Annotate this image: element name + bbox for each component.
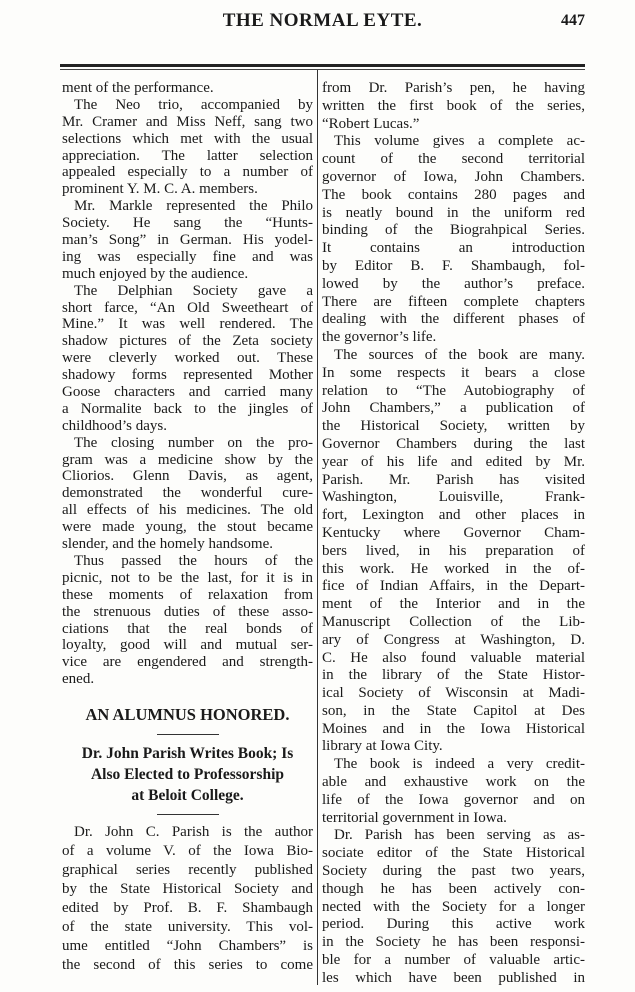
text-line: The closing number on the pro- bbox=[74, 434, 313, 451]
text-line: sociate editor of the State Historical bbox=[322, 845, 585, 862]
text-line: period. During this active work bbox=[322, 916, 585, 933]
sub-heading-line: Also Elected to Professorship bbox=[90, 766, 285, 784]
text-line: of a volume V. of the Iowa Bio- bbox=[62, 843, 313, 860]
text-line: “Robert Lucas.” bbox=[322, 115, 420, 132]
text-line: by Editor B. F. Shambaugh, fol- bbox=[322, 257, 585, 274]
text-line: ciations that the real bonds of bbox=[62, 620, 313, 637]
text-line: Society during the past two years, bbox=[322, 863, 585, 880]
text-line: ened. bbox=[62, 671, 95, 688]
text-line: shadow pictures of the Zeta society bbox=[62, 333, 313, 350]
column-divider bbox=[317, 70, 318, 985]
text-line: appreciation. The latter selection bbox=[62, 147, 313, 164]
text-line: the Historical Society, written by bbox=[322, 418, 585, 435]
page-number: 447 bbox=[561, 12, 585, 29]
text-line: ment of the performance. bbox=[62, 80, 214, 96]
text-line: the governor’s life. bbox=[322, 329, 437, 346]
text-line: ical Society of Wisconsin at Madi- bbox=[322, 685, 585, 702]
text-line: Mr. Cramer and Miss Neff, sang two bbox=[62, 113, 313, 130]
text-line: ment of the Interior and in the bbox=[322, 596, 585, 613]
text-line: ume entitled “John Chambers” is bbox=[62, 938, 313, 955]
sub-heading-line: at Beloit College. bbox=[131, 787, 244, 805]
text-line: childhood’s days. bbox=[62, 417, 167, 434]
right-column bbox=[322, 80, 585, 988]
text-line: in the Society he has been responsi- bbox=[322, 934, 585, 951]
text-line: ing was especially fine and was bbox=[62, 248, 313, 265]
text-line: Goose characters and carried many bbox=[62, 384, 313, 401]
text-line: loyalty, good will and mutual ser- bbox=[62, 637, 313, 654]
text-line: Mr. Markle represented the Philo bbox=[74, 198, 313, 215]
text-line: library at Iowa City. bbox=[322, 738, 443, 755]
paragraph bbox=[62, 198, 313, 282]
text-line: Cliorios. Glenn Davis, as agent, bbox=[62, 468, 313, 485]
text-line: in the library of the State Histor- bbox=[322, 667, 585, 684]
text-line: much enjoyed by the audience. bbox=[62, 265, 249, 282]
text-line: Society. He sang the “Hunts- bbox=[62, 215, 313, 232]
text-line: territorial government in Iowa. bbox=[322, 809, 507, 826]
left-column bbox=[62, 80, 313, 975]
text-line: Governor Chambers during the last bbox=[322, 435, 585, 452]
text-line: The book is indeed a very credit- bbox=[334, 756, 585, 773]
text-line: selections which met with the usual bbox=[62, 130, 313, 147]
paragraph bbox=[62, 283, 313, 435]
text-line: governor of Iowa, John Chambers. bbox=[322, 168, 585, 185]
text-line: The sources of the book are many. bbox=[334, 346, 585, 363]
text-line: this work. He worked in the of- bbox=[322, 560, 585, 577]
text-line: relation to “The Autobiography of bbox=[322, 382, 585, 399]
publication-title: THE NORMAL EYTE. bbox=[222, 10, 423, 31]
text-line: In some respects it bears a close bbox=[322, 364, 585, 381]
text-line: from Dr. Parish’s pen, he having bbox=[322, 80, 585, 96]
text-line: It contains an introduction bbox=[322, 240, 585, 257]
text-line: slender, and the homely handsome. bbox=[62, 536, 274, 553]
text-line: bers lived, in his preparation of bbox=[322, 542, 585, 559]
text-line: The Neo trio, accompanied by bbox=[74, 96, 313, 113]
text-line: a Normalite back to the jingles of bbox=[62, 400, 313, 417]
paragraph bbox=[62, 823, 313, 975]
text-line: nected with the Society for a longer bbox=[322, 898, 585, 915]
article-body-continued bbox=[322, 80, 585, 988]
text-line: man’s Song” in German. His yodel- bbox=[62, 232, 313, 249]
paragraph bbox=[322, 133, 585, 347]
heading-rule bbox=[157, 734, 219, 735]
text-line: Thus passed the hours of the bbox=[74, 552, 313, 569]
header-rule bbox=[60, 64, 585, 67]
text-line: written the first book of the series, bbox=[322, 97, 585, 114]
subheading-rule bbox=[157, 814, 219, 815]
text-line: edited by Prof. B. F. Shambaugh bbox=[62, 900, 313, 917]
text-line: ary of Congress at Washington, D. bbox=[322, 631, 585, 648]
text-line: ble for a number of valuable artic- bbox=[322, 952, 585, 969]
text-line: were cleverly worked out. These bbox=[62, 350, 313, 367]
paragraph bbox=[322, 80, 585, 133]
text-line: these moments of relaxation from bbox=[62, 586, 313, 603]
sub-heading bbox=[62, 743, 313, 806]
paragraph bbox=[322, 827, 585, 987]
text-line: Parish. Mr. Parish has visited bbox=[322, 471, 585, 488]
text-line: C. He also found valuable material bbox=[322, 649, 585, 666]
header-rule-thin bbox=[60, 69, 585, 70]
text-line: prominent Y. M. C. A. members. bbox=[62, 181, 258, 198]
text-line: demonstrated the wonderful cure- bbox=[62, 485, 313, 502]
text-line: Manuscript Collection of the Lib- bbox=[322, 613, 585, 630]
article-body bbox=[62, 823, 313, 975]
text-line: John Chambers,” a publication of bbox=[322, 400, 585, 417]
text-line: appealed especially to a number of bbox=[62, 164, 313, 181]
text-line: life of the Iowa governor and on bbox=[322, 791, 585, 808]
text-line: were made young, the stout became bbox=[62, 519, 313, 536]
text-line: The book contains 280 pages and bbox=[322, 186, 585, 203]
article-continuation bbox=[62, 80, 313, 688]
text-line: the strenuous duties of these asso- bbox=[62, 603, 313, 620]
text-line: Mine.” It was well rendered. The bbox=[62, 316, 313, 333]
paragraph bbox=[62, 435, 313, 553]
text-line: Dr. John C. Parish is the author bbox=[74, 824, 313, 841]
text-line: This volume gives a complete ac- bbox=[334, 133, 585, 150]
text-line: lowed by the author’s preface. bbox=[322, 275, 585, 292]
sub-heading-line: Dr. John Parish Writes Book; Is bbox=[81, 745, 294, 763]
paragraph bbox=[322, 347, 585, 756]
article-heading: AN ALUMNUS HONORED. bbox=[85, 705, 290, 725]
text-line: fort, Lexington and other places in bbox=[322, 507, 585, 524]
paragraph bbox=[322, 756, 585, 827]
text-line: graphical series recently published bbox=[62, 862, 313, 879]
text-line: Kentucky where Governor Cham- bbox=[322, 524, 585, 541]
text-line: able and exhaustive work on the bbox=[322, 774, 585, 791]
running-head bbox=[60, 8, 585, 48]
text-line: Dr. Parish has been serving as as- bbox=[334, 827, 585, 844]
text-line: son, in the State Capitol at Des bbox=[322, 702, 585, 719]
text-line: gram was a medicine show by the bbox=[62, 451, 313, 468]
text-line: though he has been actively con- bbox=[322, 880, 585, 897]
text-line: short farce, “An Old Sweetheart of bbox=[62, 299, 313, 316]
paragraph bbox=[62, 97, 313, 198]
text-line: is neatly bound in the uniform red bbox=[322, 204, 585, 221]
text-line: Washington, Louisville, Frank- bbox=[322, 489, 585, 506]
paragraph bbox=[62, 80, 313, 97]
text-line: les which have been published in bbox=[322, 969, 585, 986]
text-line: by the State Historical Society and bbox=[62, 881, 313, 898]
text-line: There are fifteen complete chapters bbox=[322, 293, 585, 310]
text-line: all effects of his medicines. The old bbox=[62, 502, 313, 519]
text-line: the second of this series to come bbox=[62, 957, 313, 974]
text-line: dealing with the different phases of bbox=[322, 311, 585, 328]
text-line: vice are engendered and strength- bbox=[62, 654, 313, 671]
text-line: shadowy forms represented Mother bbox=[62, 367, 313, 384]
text-line: year of his life and edited by Mr. bbox=[322, 453, 585, 470]
text-line: picnic, not to be the last, for it is in bbox=[62, 569, 313, 586]
text-line: of the state university. This vol- bbox=[62, 919, 313, 936]
text-line: count of the second territorial bbox=[322, 151, 585, 168]
text-line: binding of the Biograhpical Series. bbox=[322, 222, 585, 239]
text-line: fice of Indian Affairs, in the Depart- bbox=[322, 578, 585, 595]
text-line: The Delphian Society gave a bbox=[74, 282, 313, 299]
text-line: Moines and in the Iowa Historical bbox=[322, 720, 585, 737]
paragraph bbox=[62, 553, 313, 688]
